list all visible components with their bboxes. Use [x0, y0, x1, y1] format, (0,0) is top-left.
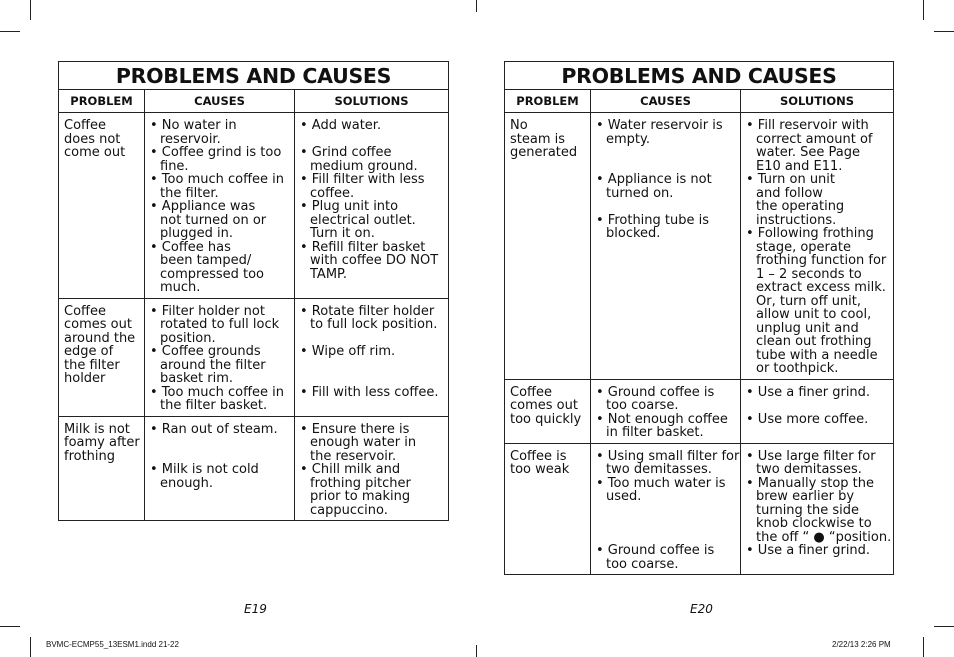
- solution-text: • Wipe off rim.: [300, 344, 396, 359]
- solution-text: the reservoir.: [310, 448, 397, 464]
- problem-text: Coffee: [510, 384, 552, 400]
- cause-text: • Milk is not cold: [150, 462, 259, 477]
- cause-item: [150, 200, 290, 241]
- spacer: [596, 531, 736, 545]
- solution-text: • Rotate filter holder: [300, 303, 435, 319]
- cause-item: [596, 413, 736, 440]
- cause-item: [596, 173, 736, 200]
- solution-item: [300, 345, 444, 359]
- solution-text: coffee.: [310, 185, 355, 201]
- crop-mark: [923, 0, 924, 20]
- cause-text: • Water reservoir is: [596, 118, 723, 133]
- solution-text: unplug unit and: [756, 320, 859, 336]
- cause-text: compressed too: [160, 266, 265, 282]
- table-row: [59, 298, 449, 416]
- cause-text: plugged in.: [160, 226, 233, 241]
- solution-text: instructions.: [756, 212, 837, 228]
- solution-item: [746, 413, 889, 427]
- solution-text: knob clockwise to: [756, 516, 872, 531]
- problem-cell: [505, 443, 591, 575]
- solution-text: electrical outlet.: [310, 212, 416, 228]
- cause-text: enough.: [160, 475, 214, 491]
- problem-cell: [59, 416, 145, 521]
- problem-text: come out: [64, 145, 126, 160]
- problem-text: Milk is not: [64, 421, 130, 437]
- solution-text: frothing function for: [756, 253, 887, 268]
- crop-mark: [934, 31, 954, 32]
- cause-text: much.: [160, 280, 201, 295]
- solution-text: Turn it on.: [310, 226, 375, 241]
- causes-cell: [591, 443, 741, 575]
- solutions-cell: [295, 113, 449, 299]
- solution-text: the off “ ● “position.: [756, 529, 892, 545]
- spacer: [596, 160, 736, 174]
- solution-text: 1 – 2 seconds to: [756, 266, 862, 282]
- cause-item: [150, 119, 290, 146]
- solution-item: [746, 544, 889, 558]
- solution-text: enough water in: [310, 435, 417, 450]
- cause-item: [150, 463, 290, 490]
- crop-mark: [0, 31, 20, 32]
- cause-item: [150, 386, 290, 413]
- solution-item: [300, 146, 444, 173]
- spacer: [596, 504, 736, 518]
- solution-text: frothing pitcher: [310, 475, 411, 491]
- cause-text: • Too much water is: [596, 475, 726, 491]
- cause-text: • Using small filter for: [596, 448, 740, 464]
- cause-item: [596, 477, 736, 504]
- cause-text: • Ground coffee is: [596, 543, 715, 558]
- troubleshooting-table: [504, 61, 894, 575]
- problem-text: frothing: [64, 448, 116, 464]
- crop-mark: [0, 626, 20, 627]
- solution-item: [300, 423, 444, 464]
- header-solutions: SOLUTIONS: [741, 90, 894, 113]
- cause-text: basket rim.: [160, 371, 234, 386]
- cause-text: rotated to full lock: [160, 317, 280, 332]
- crop-mark: [476, 0, 477, 12]
- solution-item: [300, 241, 444, 282]
- header-solutions: SOLUTIONS: [295, 90, 449, 113]
- cause-item: [150, 173, 290, 200]
- solution-item: [746, 173, 889, 227]
- solutions-cell: [295, 298, 449, 416]
- cause-item: [150, 345, 290, 386]
- crop-mark: [934, 626, 954, 627]
- footer-date: 2/22/13 2:26 PM: [832, 640, 891, 649]
- solution-text: cappuccino.: [310, 502, 388, 518]
- solution-text: • Plug unit into: [300, 199, 399, 214]
- cause-text: • Coffee has: [150, 239, 231, 255]
- solution-text: • Grind coffee: [300, 145, 392, 160]
- spacer: [300, 332, 444, 346]
- problem-text: No: [510, 118, 528, 133]
- cause-text: reservoir.: [160, 131, 221, 147]
- crop-mark: [30, 0, 31, 20]
- problem-text: comes out: [64, 317, 132, 332]
- spacer: [596, 146, 736, 160]
- problem-text: comes out: [510, 398, 578, 413]
- cause-item: [596, 214, 736, 241]
- problem-text: foamy after: [64, 435, 140, 450]
- cause-text: around the filter: [160, 357, 266, 373]
- cause-text: blocked.: [606, 226, 661, 241]
- problem-cell: [59, 298, 145, 416]
- problem-text: too quickly: [510, 411, 582, 427]
- cause-item: [596, 119, 736, 146]
- spacer: [300, 133, 444, 147]
- table-row: [505, 113, 894, 380]
- table-body: [505, 113, 894, 575]
- crop-mark: [923, 637, 924, 657]
- solutions-cell: [741, 113, 894, 380]
- solution-text: the operating: [756, 199, 845, 214]
- solution-text: • Fill reservoir with: [746, 118, 869, 133]
- cause-text: used.: [606, 489, 642, 504]
- solution-text: • Ensure there is: [300, 421, 410, 437]
- cause-item: [596, 448, 740, 477]
- solution-text: two demitasses.: [756, 462, 862, 477]
- solution-text: • Use more coffee.: [746, 411, 869, 427]
- spacer: [300, 359, 444, 373]
- spacer: [596, 200, 736, 214]
- left-troubleshooting-panel: [58, 61, 449, 521]
- spacer: [300, 372, 444, 386]
- table-title: PROBLEMS AND CAUSES: [505, 62, 894, 90]
- solution-item: [300, 386, 444, 400]
- solution-text: clean out frothing: [756, 334, 872, 349]
- cause-text: • Coffee grind is too: [150, 145, 282, 160]
- cause-text: • Ran out of steam.: [150, 421, 278, 437]
- solution-text: • Manually stop the: [746, 475, 875, 491]
- cause-item: [150, 305, 290, 346]
- solution-text: correct amount of: [756, 131, 873, 147]
- solution-text: • Add water.: [300, 118, 382, 133]
- cause-text: too coarse.: [606, 556, 679, 572]
- table-body: [59, 113, 449, 521]
- problem-text: Coffee: [64, 303, 106, 319]
- cause-text: too coarse.: [606, 398, 679, 413]
- crop-mark: [30, 637, 31, 657]
- solution-text: E10 and E11.: [756, 158, 843, 174]
- solutions-cell: [741, 379, 894, 443]
- table-title: PROBLEMS AND CAUSES: [59, 62, 449, 90]
- problem-cell: [505, 379, 591, 443]
- cause-text: been tamped/: [160, 253, 252, 268]
- cause-text: • Frothing tube is: [596, 212, 710, 228]
- table-row: [505, 379, 894, 443]
- causes-cell: [145, 298, 295, 416]
- cause-text: • Too much coffee in: [150, 172, 285, 187]
- solution-text: with coffee DO NOT: [310, 253, 439, 268]
- solution-text: TAMP.: [310, 266, 347, 282]
- solution-item: [746, 119, 889, 173]
- solution-text: • Fill with less coffee.: [300, 384, 439, 400]
- causes-cell: [591, 113, 741, 380]
- problem-text: does not: [64, 131, 121, 147]
- header-causes: CAUSES: [591, 90, 741, 113]
- solution-text: • Fill filter with less: [300, 172, 425, 187]
- spacer: [746, 399, 889, 413]
- cause-text: • Filter holder not: [150, 303, 265, 319]
- solution-text: to full lock position.: [310, 317, 438, 332]
- solution-item: [746, 227, 889, 376]
- page-number-left: E19: [244, 602, 267, 616]
- problem-text: the filter: [64, 357, 120, 373]
- table-row: [505, 443, 894, 575]
- solutions-cell: [741, 443, 894, 575]
- cause-text: • Too much coffee in: [150, 384, 285, 400]
- crop-mark: [476, 645, 477, 657]
- cause-text: fine.: [160, 158, 189, 174]
- problem-cell: [59, 113, 145, 299]
- solution-text: • Use large filter for: [746, 448, 876, 464]
- solution-item: [300, 119, 444, 133]
- problem-text: too weak: [510, 462, 570, 477]
- solution-item: [300, 173, 444, 200]
- header-causes: CAUSES: [145, 90, 295, 113]
- causes-cell: [145, 113, 295, 299]
- cause-text: • Not enough coffee: [596, 411, 728, 427]
- cause-text: • No water in: [150, 118, 237, 133]
- cause-text: in filter basket.: [606, 425, 704, 440]
- solution-text: water. See Page: [756, 145, 860, 160]
- solution-text: tube with a needle: [756, 347, 878, 363]
- spacer: [150, 436, 290, 450]
- solution-text: • Use a finer grind.: [746, 384, 871, 400]
- cause-text: position.: [160, 330, 216, 346]
- cause-text: • Appliance is not: [596, 172, 712, 187]
- problem-cell: [505, 113, 591, 380]
- problem-text: around the: [64, 330, 136, 346]
- problem-text: Coffee: [64, 118, 106, 133]
- cause-text: the filter.: [160, 185, 219, 201]
- header-problem: PROBLEM: [59, 90, 145, 113]
- solution-text: • Following frothing: [746, 226, 874, 241]
- solution-text: or toothpick.: [756, 361, 839, 376]
- problem-text: generated: [510, 145, 578, 160]
- right-troubleshooting-panel: [504, 61, 894, 575]
- solution-text: medium ground.: [310, 158, 418, 174]
- problem-text: edge of: [64, 344, 114, 359]
- solution-text: stage, operate: [756, 239, 851, 255]
- table-row: [59, 416, 449, 521]
- solution-text: prior to making: [310, 489, 411, 504]
- cause-item: [596, 386, 736, 413]
- solution-text: brew earlier by: [756, 489, 855, 504]
- spacer: [150, 450, 290, 464]
- cause-text: empty.: [606, 131, 650, 147]
- solution-item: [746, 450, 889, 477]
- solution-item: [300, 305, 444, 332]
- solution-text: and follow: [756, 185, 823, 201]
- troubleshooting-table: [58, 61, 449, 521]
- cause-text: • Coffee grounds: [150, 344, 261, 359]
- solution-text: • Use a finer grind.: [746, 543, 871, 558]
- cause-text: the filter basket.: [160, 398, 268, 413]
- solution-item: [300, 463, 444, 517]
- solutions-cell: [295, 416, 449, 521]
- problem-text: holder: [64, 371, 106, 386]
- cause-item: [596, 544, 736, 571]
- solution-text: • Turn on unit: [746, 172, 836, 187]
- table-row: [59, 113, 449, 299]
- solution-text: extract excess milk.: [756, 280, 886, 295]
- cause-text: • Appliance was: [150, 199, 256, 214]
- cause-text: • Ground coffee is: [596, 384, 715, 400]
- spacer: [596, 517, 736, 531]
- footer-file-name: BVMC-ECMP55_13ESM1.indd 21-22: [46, 640, 179, 649]
- causes-cell: [145, 416, 295, 521]
- solution-text: allow unit to cool,: [756, 307, 872, 322]
- problem-text: steam is: [510, 131, 566, 147]
- cause-text: turned on.: [606, 185, 674, 201]
- solution-text: turning the side: [756, 502, 860, 518]
- solution-item: [746, 386, 889, 400]
- cause-text: not turned on or: [160, 212, 267, 228]
- solution-item: [746, 475, 892, 545]
- page-number-right: E20: [690, 602, 713, 616]
- problem-text: Coffee is: [510, 448, 567, 464]
- cause-item: [150, 241, 290, 295]
- solution-text: • Chill milk and: [300, 462, 401, 477]
- solution-text: • Refill filter basket: [300, 239, 426, 255]
- causes-cell: [591, 379, 741, 443]
- solution-item: [300, 200, 444, 241]
- cause-text: two demitasses.: [606, 462, 712, 477]
- cause-item: [150, 423, 290, 437]
- cause-item: [150, 146, 290, 173]
- solution-text: Or, turn off unit,: [756, 293, 862, 309]
- header-problem: PROBLEM: [505, 90, 591, 113]
